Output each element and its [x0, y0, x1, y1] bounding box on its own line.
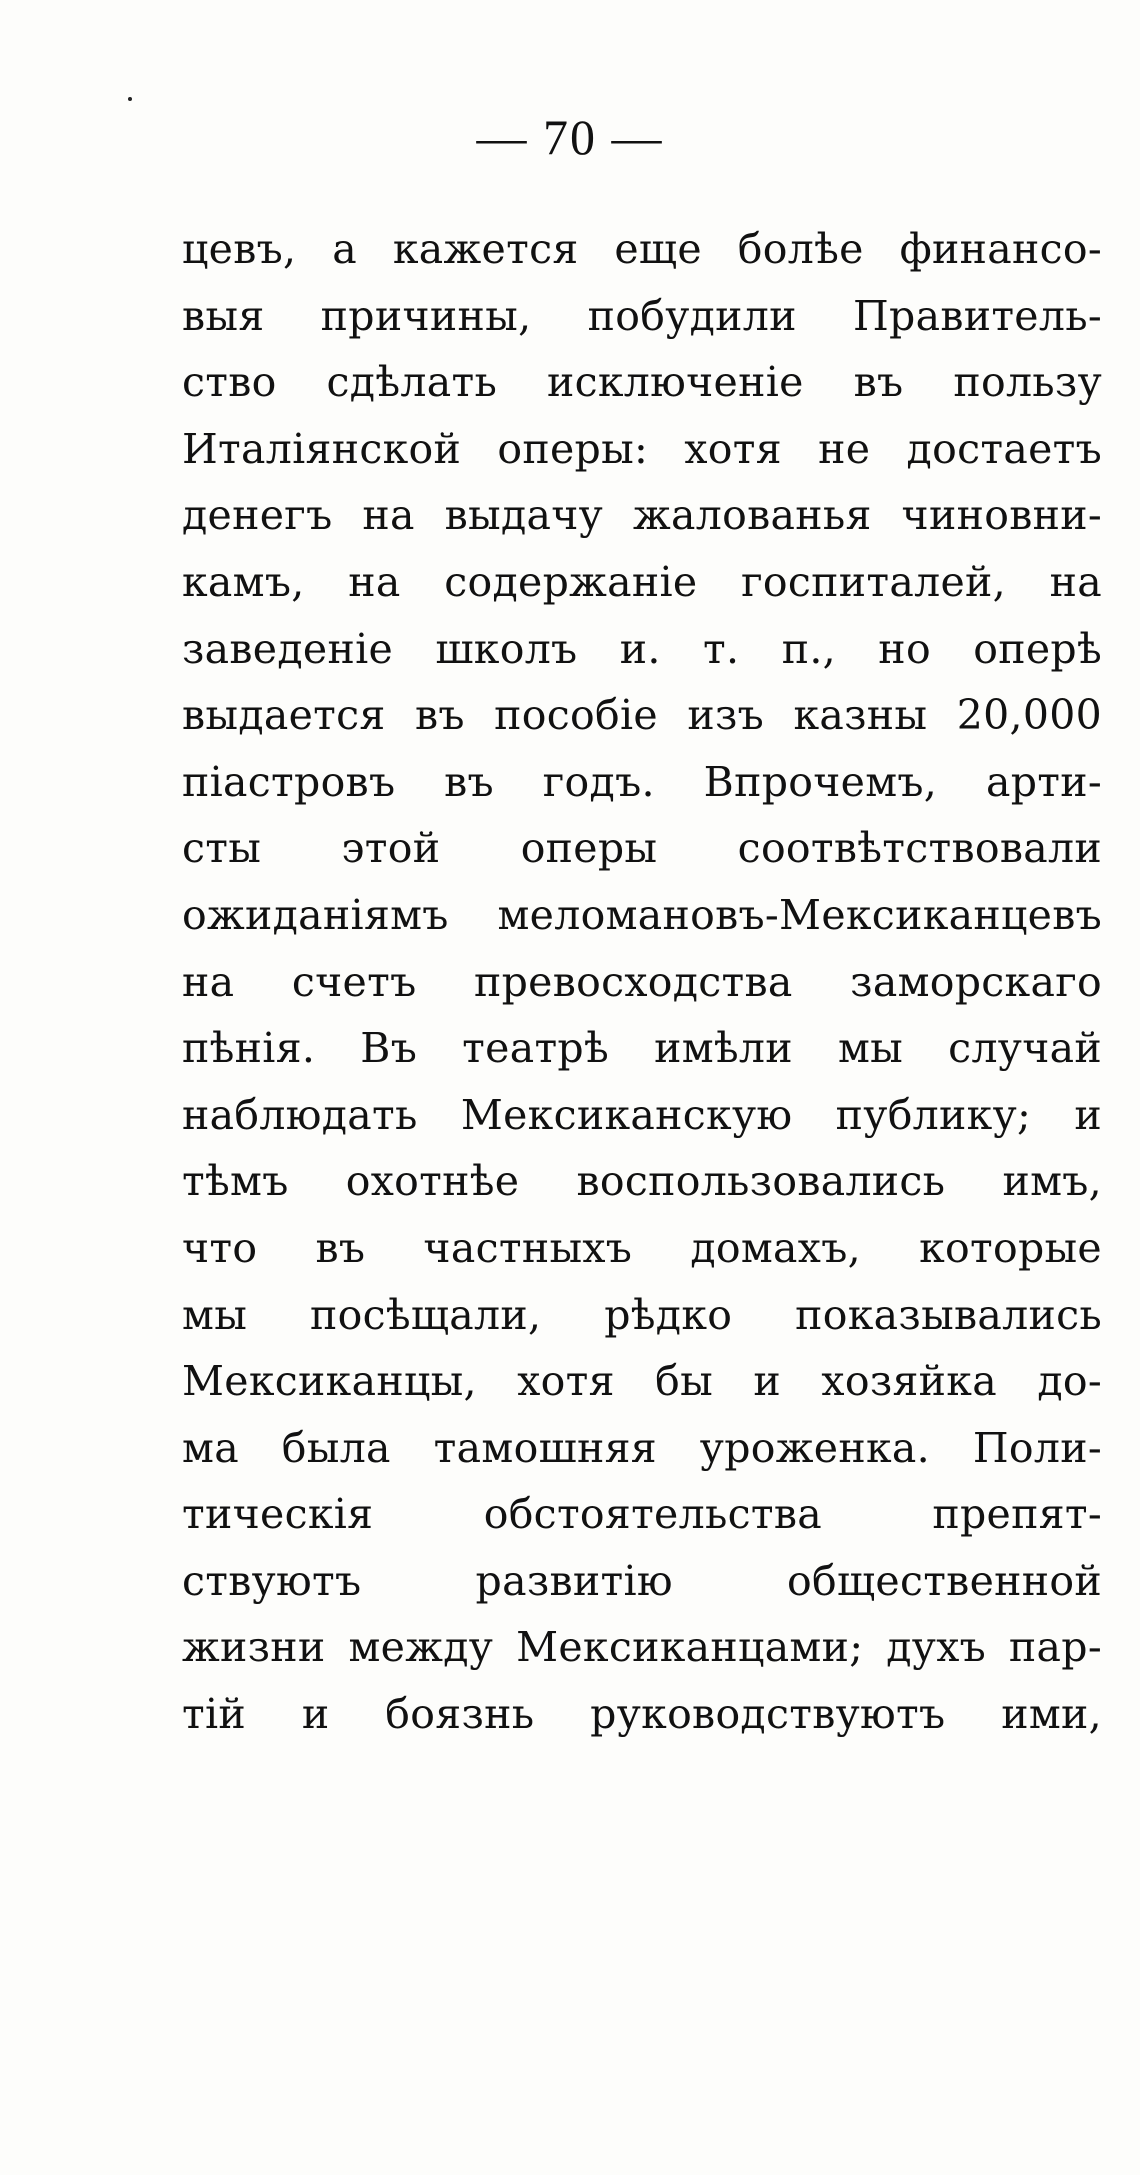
text-line: Италіянской оперы: хотя не достаетъ	[182, 424, 1102, 473]
text-line: Мексиканцы, хотя бы и хозяйка до-	[182, 1357, 1102, 1406]
text-line: выя причины, побудили Правитель-	[182, 291, 1102, 340]
text-line: на счетъ превосходства заморскаго	[182, 957, 1102, 1006]
text-line: ство сдѣлать исключеніе въ пользу	[182, 358, 1102, 407]
text-line: тѣмъ охотнѣе воспользовались имъ,	[182, 1157, 1102, 1206]
text-line: тическія обстоятельства препят-	[182, 1490, 1102, 1539]
text-line: пѣнія. Въ театрѣ имѣли мы случай	[182, 1024, 1102, 1073]
text-line: жизни между Мексиканцами; духъ пар-	[182, 1623, 1102, 1672]
text-line: ожиданіямъ меломановъ-Мексиканцевъ	[182, 890, 1102, 939]
text-line: тій и боязнь руководствуютъ ими,	[182, 1690, 1102, 1739]
text-line: денегъ на выдачу жалованья чиновни-	[182, 491, 1102, 540]
text-line: піастровъ въ годъ. Впрочемъ, арти-	[182, 757, 1102, 806]
text-line: мы посѣщали, рѣдко показывались	[182, 1290, 1102, 1339]
text-line: ствуютъ развитію общественной	[182, 1556, 1102, 1605]
text-line: сты этой оперы соотвѣтствовали	[182, 824, 1102, 873]
text-line: цевъ, а кажется еще болѣе финансо-	[182, 225, 1102, 273]
text-line: что въ частныхъ домахъ, которые	[182, 1223, 1102, 1272]
text-line: наблюдать Мексиканскую публику; и	[182, 1090, 1102, 1139]
text-line: заведеніе школъ и. т. п., но оперѣ	[182, 624, 1102, 673]
page-number: — 70 —	[476, 109, 664, 165]
body-text	[182, 216, 1102, 1748]
text-line: ма была тамошняя уроженка. Поли-	[182, 1423, 1102, 1472]
text-line: выдается въ пособіе изъ казны 20,000	[182, 691, 1102, 740]
text-line: камъ, на содержаніе госпиталей, на	[182, 557, 1102, 606]
print-speck	[128, 97, 132, 101]
